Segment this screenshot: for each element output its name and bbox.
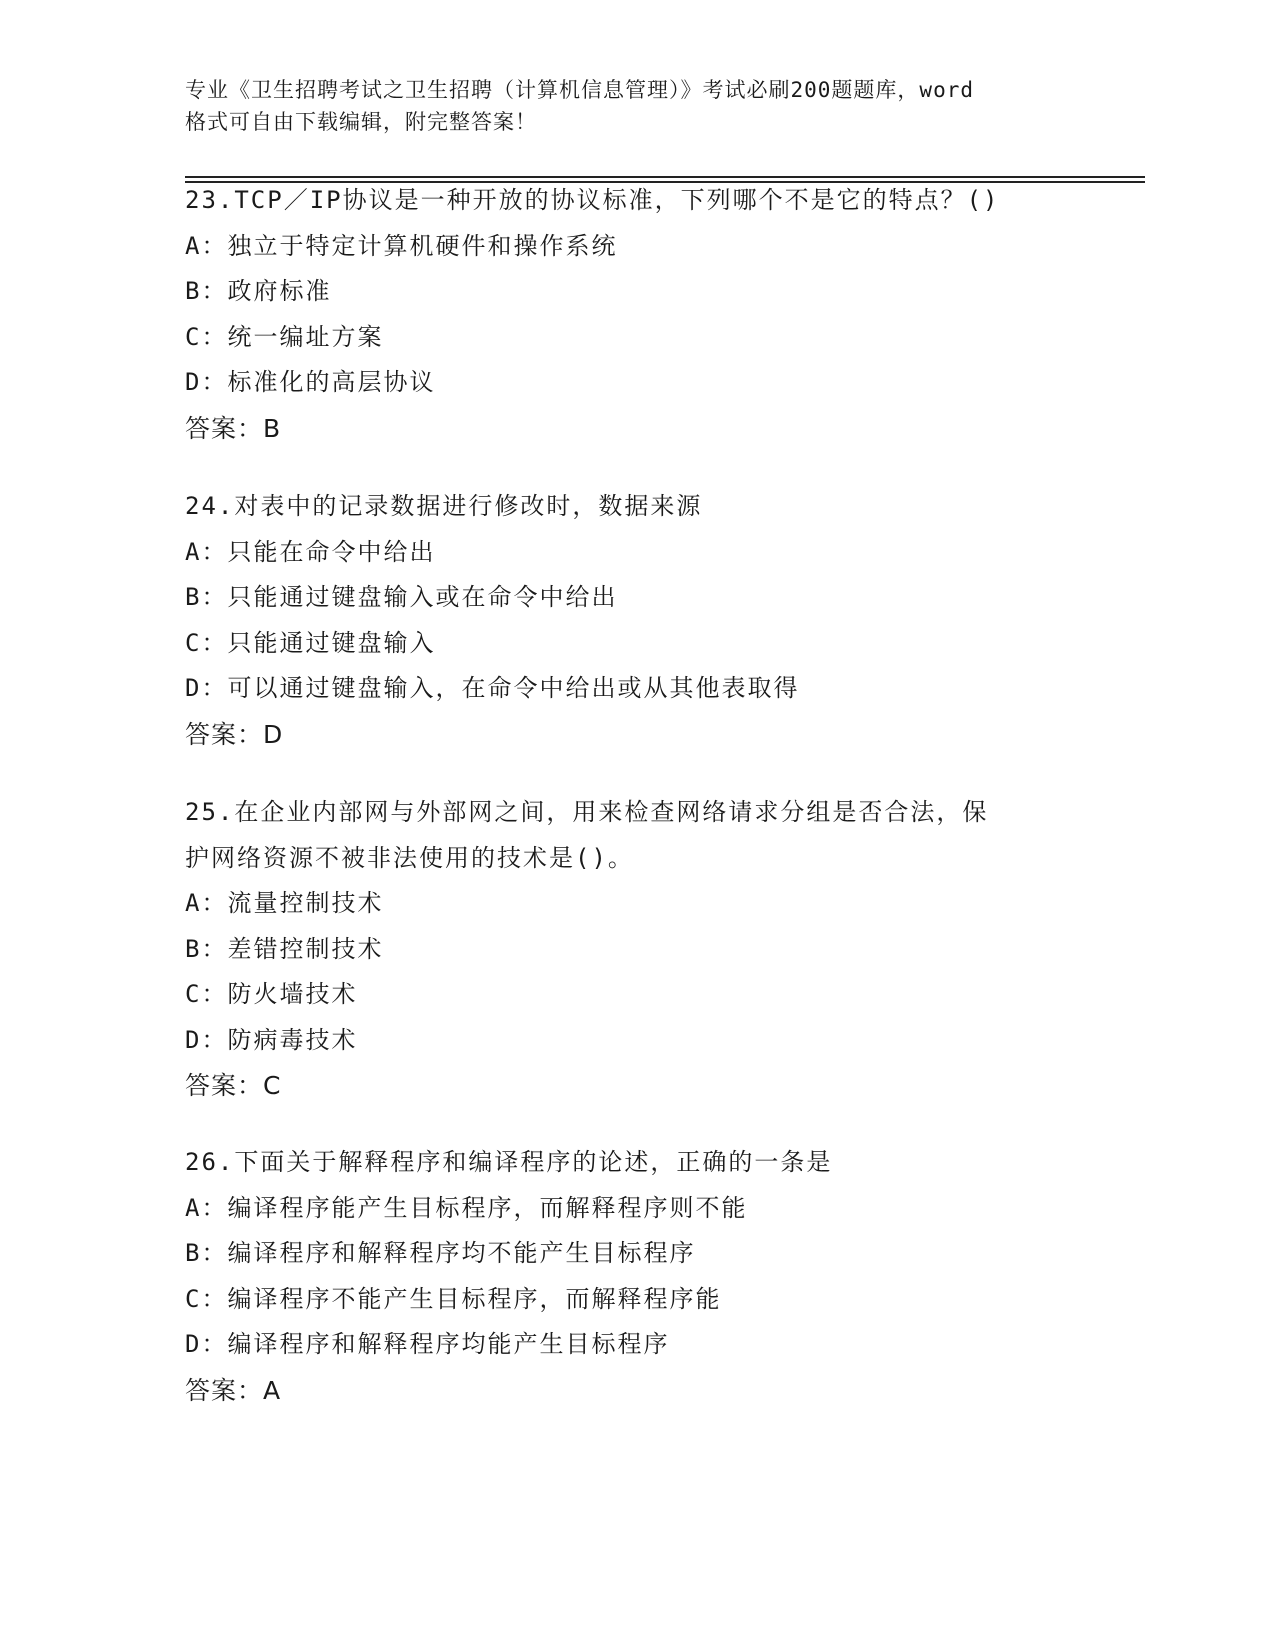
- option-c: C：只能通过键盘输入: [185, 628, 436, 657]
- question-25: [185, 790, 1085, 1109]
- option-c: C：防火墙技术: [185, 980, 358, 1008]
- option-b: B：只能通过键盘输入或在命令中给出: [185, 583, 618, 611]
- option-b: B：政府标准: [185, 277, 332, 305]
- option-a: A：只能在命令中给出: [185, 537, 436, 566]
- answer: 答案：D: [185, 719, 284, 749]
- option-b: B：编译程序和解释程序均不能产生目标程序: [185, 1239, 696, 1267]
- option-c: C：编译程序不能产生目标程序，而解释程序能: [185, 1284, 722, 1313]
- document-header: [185, 74, 1085, 138]
- option-d: D：编译程序和解释程序均能产生目标程序: [185, 1330, 670, 1358]
- question-23: [185, 178, 1085, 451]
- option-b: B：差错控制技术: [185, 934, 384, 963]
- question-26: [185, 1140, 1085, 1413]
- question-stem: 23.TCP／IP协议是一种开放的协议标准，下列哪个不是它的特点？(): [185, 186, 1000, 214]
- answer: 答案：B: [185, 413, 282, 443]
- option-d: D：防病毒技术: [185, 1025, 358, 1054]
- question-stem: 26.下面关于解释程序和编译程序的论述，正确的一条是: [185, 1148, 833, 1176]
- header-line-2: 格式可自由下载编辑，附完整答案！: [185, 110, 537, 134]
- option-c: C：统一编址方案: [185, 322, 384, 351]
- question-24: [185, 484, 1085, 757]
- option-a: A：流量控制技术: [185, 889, 384, 917]
- option-d: D：标准化的高层协议: [185, 368, 436, 396]
- question-stem: 24.对表中的记录数据进行修改时，数据来源: [185, 492, 703, 520]
- question-stem-line-2: 护网络资源不被非法使用的技术是()。: [185, 843, 634, 872]
- answer: 答案：C: [185, 1071, 282, 1100]
- option-a: A：编译程序能产生目标程序，而解释程序则不能: [185, 1193, 748, 1222]
- option-a: A：独立于特定计算机硬件和操作系统: [185, 231, 618, 260]
- option-d: D：可以通过键盘输入，在命令中给出或从其他表取得: [185, 674, 800, 702]
- header-line-1: 专业《卫生招聘考试之卫生招聘（计算机信息管理）》考试必刷200题题库，word: [185, 78, 974, 102]
- question-stem-line-1: 25.在企业内部网与外部网之间，用来检查网络请求分组是否合法，保: [185, 798, 989, 826]
- answer: 答案：A: [185, 1375, 282, 1405]
